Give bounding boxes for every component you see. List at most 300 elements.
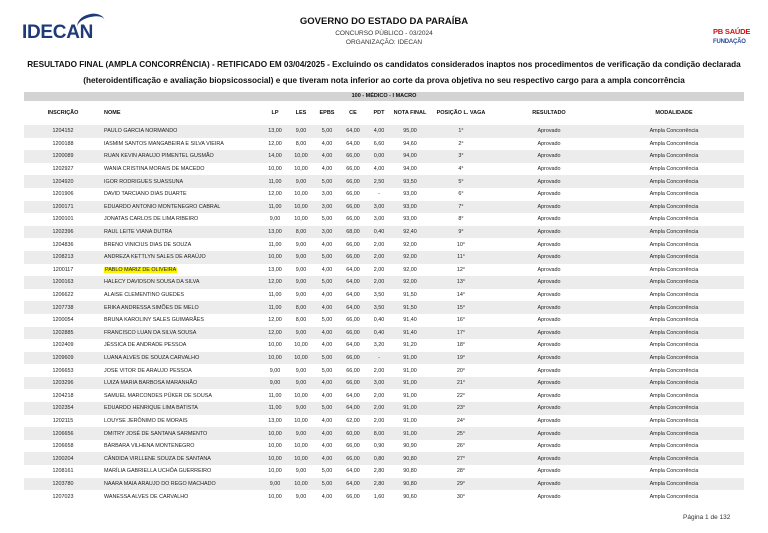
cell-les: 10,00 bbox=[294, 191, 308, 198]
cell-modalidade: Ampla Concorrência bbox=[649, 317, 699, 324]
cell-lp: 11,00 bbox=[262, 301, 288, 314]
cell-nota: 91,00 bbox=[403, 417, 417, 424]
cell-pdt: 3,00 bbox=[373, 216, 385, 223]
cell-resultado: Aprovado bbox=[537, 191, 561, 198]
cell-ce: 66,00 bbox=[340, 175, 366, 188]
cell-nome: BRENO VINICIUS DIAS DE SOUZA bbox=[104, 241, 192, 248]
cell-ce: 66,00 bbox=[346, 241, 360, 248]
cell-resultado: Aprovado bbox=[537, 216, 561, 223]
cell-lp: 10,00 bbox=[262, 452, 288, 465]
cell-nome: RAUL LEITE VIANA DUTRA bbox=[102, 226, 262, 239]
cell-ce: 64,00 bbox=[346, 392, 360, 399]
cell-inscricao: 1200163 bbox=[24, 276, 102, 289]
table-row bbox=[24, 175, 744, 188]
cell-lp: 12,00 bbox=[262, 276, 288, 289]
cell-les: 9,00 bbox=[288, 276, 314, 289]
table-row bbox=[24, 314, 744, 327]
cell-nota: 93,00 bbox=[392, 201, 428, 214]
cell-resultado: Aprovado bbox=[494, 125, 604, 138]
table-row bbox=[24, 163, 744, 176]
cell-nome: NAARA MAIA ARAUJO DO REGO MACHADO bbox=[102, 478, 262, 491]
cell-pos: 15° bbox=[428, 301, 494, 314]
cell-resultado: Aprovado bbox=[494, 276, 604, 289]
table-row bbox=[24, 490, 744, 503]
col-pdt: PDT bbox=[373, 109, 385, 116]
cell-lp: 11,00 bbox=[262, 175, 288, 188]
cell-nome: BRUNA KAROLINY SALES GUIMARÃES bbox=[104, 317, 204, 324]
table-row bbox=[24, 289, 744, 302]
cell-pos: 16° bbox=[456, 317, 466, 324]
col-les: LES bbox=[295, 109, 307, 116]
cell-pos: 9° bbox=[428, 226, 494, 239]
cell-les: 8,00 bbox=[295, 317, 307, 324]
cell-modalidade: Ampla Concorrência bbox=[649, 342, 699, 349]
cell-epbs: 5,00 bbox=[314, 251, 340, 264]
cell-resultado: Aprovado bbox=[537, 443, 561, 450]
col-modalidade: MODALIDADE bbox=[655, 109, 693, 116]
cell-resultado: Aprovado bbox=[494, 377, 604, 390]
cell-ce: 66,00 bbox=[346, 493, 360, 500]
cell-ce: 66,00 bbox=[346, 367, 360, 374]
cell-resultado: Aprovado bbox=[537, 266, 561, 273]
cell-modalidade: Ampla Concorrência bbox=[649, 367, 699, 374]
cell-nome: FRANCISCO LUAN DA SILVA SOUSA bbox=[102, 327, 262, 340]
cell-resultado: Aprovado bbox=[537, 140, 561, 147]
table-row bbox=[24, 452, 744, 465]
cell-modalidade: Ampla Concorrência bbox=[604, 150, 744, 163]
cell-epbs: 5,00 bbox=[314, 352, 340, 365]
cell-modalidade: Ampla Concorrência bbox=[604, 452, 744, 465]
cell-resultado: Aprovado bbox=[494, 452, 604, 465]
table-row bbox=[24, 478, 744, 491]
cell-nota: 91,00 bbox=[392, 427, 428, 440]
table-row bbox=[24, 352, 744, 365]
cell-nome: EDUARDO HENRIQUE LIMA BATISTA bbox=[102, 402, 262, 415]
logo-text: IDECAN bbox=[22, 22, 94, 43]
cell-epbs: 5,00 bbox=[321, 317, 333, 324]
cell-pdt: 2,00 bbox=[373, 367, 385, 374]
cell-inscricao: 1206653 bbox=[52, 367, 74, 374]
cell-lp: 10,00 bbox=[268, 443, 282, 450]
cell-epbs: 5,00 bbox=[321, 468, 333, 475]
cell-pdt: 3,00 bbox=[366, 201, 392, 214]
table-row bbox=[24, 188, 744, 201]
cell-modalidade: Ampla Concorrência bbox=[604, 327, 744, 340]
cell-nota: 95,00 bbox=[392, 125, 428, 138]
cell-pos: 20° bbox=[456, 367, 466, 374]
contest-subtitle: CONCURSO PÚBLICO - 03/2024 bbox=[335, 30, 433, 37]
cell-modalidade: Ampla Concorrência bbox=[604, 478, 744, 491]
cell-nota: 90,80 bbox=[392, 452, 428, 465]
cell-pdt: 3,50 bbox=[366, 301, 392, 314]
cell-pdt: 0,40 bbox=[373, 317, 385, 324]
cell-resultado: Aprovado bbox=[537, 317, 561, 324]
table-row bbox=[24, 364, 744, 377]
cell-modalidade: Ampla Concorrência bbox=[604, 175, 744, 188]
cell-ce: 66,00 bbox=[340, 377, 366, 390]
cell-pos: 30° bbox=[456, 493, 466, 500]
cell-pdt: 2,00 bbox=[373, 241, 385, 248]
cell-nota: 92,00 bbox=[392, 276, 428, 289]
cell-lp: 9,00 bbox=[262, 478, 288, 491]
cell-pdt: 2,80 bbox=[366, 478, 392, 491]
cell-lp: 10,00 bbox=[262, 251, 288, 264]
cell-modalidade: Ampla Concorrência bbox=[604, 276, 744, 289]
cell-nota: 93,00 bbox=[403, 191, 417, 198]
cell-pdt: 4,00 bbox=[366, 125, 392, 138]
cell-epbs: 5,00 bbox=[314, 276, 340, 289]
cell-resultado: Aprovado bbox=[494, 402, 604, 415]
cell-epbs: 4,00 bbox=[321, 417, 333, 424]
cell-ce: 66,00 bbox=[346, 191, 360, 198]
cell-resultado: Aprovado bbox=[494, 150, 604, 163]
cell-nome: JONATAS CARLOS DE LIMA RIBEIRO bbox=[104, 216, 199, 223]
cell-resultado: Aprovado bbox=[494, 175, 604, 188]
cell-lp: 12,00 bbox=[268, 140, 282, 147]
cell-modalidade: Ampla Concorrência bbox=[649, 216, 699, 223]
cell-les: 9,00 bbox=[295, 493, 307, 500]
cell-pdt: 1,60 bbox=[373, 493, 385, 500]
cell-modalidade: Ampla Concorrência bbox=[604, 301, 744, 314]
cell-epbs: 4,00 bbox=[314, 377, 340, 390]
table-row bbox=[24, 150, 744, 163]
table-header-row bbox=[24, 101, 744, 125]
cell-lp: 10,00 bbox=[262, 352, 288, 365]
cell-epbs: 4,00 bbox=[321, 166, 333, 173]
cell-pos: 18° bbox=[456, 342, 466, 349]
cell-inscricao: 1200117 bbox=[52, 266, 74, 273]
table-row bbox=[24, 440, 744, 453]
cell-inscricao: 1200188 bbox=[52, 140, 74, 147]
cell-pdt: 2,00 bbox=[373, 417, 385, 424]
cell-inscricao: 1208161 bbox=[52, 468, 74, 475]
cell-ce: 66,00 bbox=[340, 150, 366, 163]
cell-les: 9,00 bbox=[295, 367, 307, 374]
cell-pdt: 2,00 bbox=[366, 251, 392, 264]
cell-inscricao: 1206658 bbox=[52, 443, 74, 450]
cell-epbs: 4,00 bbox=[314, 427, 340, 440]
cell-pos: 11° bbox=[428, 251, 494, 264]
cell-les: 10,00 bbox=[288, 201, 314, 214]
cell-ce: 66,00 bbox=[340, 327, 366, 340]
cell-lp: 13,00 bbox=[268, 417, 282, 424]
cell-les: 10,00 bbox=[288, 478, 314, 491]
cell-inscricao: 1203296 bbox=[24, 377, 102, 390]
cell-ce: 64,00 bbox=[346, 468, 360, 475]
col-posicao: POSIÇÃO L. VAGA bbox=[436, 109, 486, 116]
cell-modalidade: Ampla Concorrência bbox=[649, 140, 699, 147]
cell-les: 9,00 bbox=[295, 468, 307, 475]
cell-epbs: 3,00 bbox=[314, 226, 340, 239]
cell-pos: 5° bbox=[428, 175, 494, 188]
cell-ce: 64,00 bbox=[340, 402, 366, 415]
cell-pdt: 6,60 bbox=[373, 140, 385, 147]
cell-modalidade: Ampla Concorrência bbox=[604, 251, 744, 264]
cell-les: 10,00 bbox=[288, 352, 314, 365]
cell-resultado: Aprovado bbox=[537, 367, 561, 374]
table-row bbox=[24, 427, 744, 440]
cell-inscricao: 1204920 bbox=[24, 175, 102, 188]
position-band: 100 - MÉDICO - I MACRO bbox=[24, 92, 744, 101]
cell-les: 9,00 bbox=[288, 402, 314, 415]
cell-inscricao: 1200054 bbox=[52, 317, 74, 324]
cell-resultado: Aprovado bbox=[494, 427, 604, 440]
cell-les: 9,00 bbox=[288, 251, 314, 264]
cell-epbs: 4,00 bbox=[314, 301, 340, 314]
cell-inscricao: 1204836 bbox=[52, 241, 74, 248]
col-nome: NOME bbox=[104, 109, 121, 116]
cell-lp: 11,00 bbox=[262, 201, 288, 214]
cell-les: 10,00 bbox=[294, 216, 308, 223]
cell-nome: WANIA CRISTINA MORAIS DE MACEDO bbox=[104, 166, 205, 173]
cell-epbs: 5,00 bbox=[321, 367, 333, 374]
cell-nome bbox=[102, 264, 262, 277]
cell-nota: 90,80 bbox=[403, 468, 417, 475]
pb-saude-logo bbox=[713, 27, 750, 45]
cell-inscricao: 1202885 bbox=[24, 327, 102, 340]
cell-lp: 10,00 bbox=[262, 427, 288, 440]
cell-nota: 91,40 bbox=[403, 317, 417, 324]
cell-les: 9,00 bbox=[288, 427, 314, 440]
cell-epbs: 4,00 bbox=[321, 342, 333, 349]
cell-epbs: 4,00 bbox=[314, 327, 340, 340]
col-nota-final: NOTA FINAL bbox=[393, 109, 427, 116]
cell-epbs: 5,00 bbox=[314, 478, 340, 491]
cell-lp: 10,00 bbox=[268, 166, 282, 173]
cell-pos: 4° bbox=[458, 166, 464, 173]
cell-pdt: 3,50 bbox=[373, 292, 385, 299]
cell-inscricao: 1202354 bbox=[24, 402, 102, 415]
cell-nome: PAULO GARCIA NORMANDO bbox=[102, 125, 262, 138]
cell-inscricao: 1200089 bbox=[24, 150, 102, 163]
cell-pos: 7° bbox=[428, 201, 494, 214]
cell-pos: 13° bbox=[428, 276, 494, 289]
cell-inscricao: 1209609 bbox=[24, 352, 102, 365]
cell-pos: 22° bbox=[456, 392, 466, 399]
cell-epbs: 5,00 bbox=[314, 402, 340, 415]
cell-pdt: 2,50 bbox=[366, 175, 392, 188]
cell-pdt: - bbox=[378, 191, 380, 198]
cell-pdt: 8,00 bbox=[366, 427, 392, 440]
cell-pos: 10° bbox=[456, 241, 466, 248]
cell-les: 10,00 bbox=[294, 392, 308, 399]
cell-nota: 93,50 bbox=[392, 175, 428, 188]
cell-lp: 9,00 bbox=[269, 367, 281, 374]
cell-pos: 14° bbox=[456, 292, 466, 299]
cell-resultado: Aprovado bbox=[494, 301, 604, 314]
cell-resultado: Aprovado bbox=[537, 417, 561, 424]
cell-nota: 92,00 bbox=[403, 266, 417, 273]
cell-nota: 93,00 bbox=[403, 216, 417, 223]
cell-nome: RUAN KEVIN ARAUJO PIMENTEL GUSMÃO bbox=[102, 150, 262, 163]
cell-nota: 90,80 bbox=[392, 478, 428, 491]
cell-nome: BÁRBARA VILHENA MONTENEGRO bbox=[104, 443, 195, 450]
cell-modalidade: Ampla Concorrência bbox=[604, 352, 744, 365]
cell-pos: 19° bbox=[428, 352, 494, 365]
cell-lp: 10,00 bbox=[268, 468, 282, 475]
results-table bbox=[24, 101, 744, 503]
cell-nota: 91,50 bbox=[392, 301, 428, 314]
table-row bbox=[24, 138, 744, 151]
results-table-container bbox=[24, 92, 744, 503]
table-row bbox=[24, 238, 744, 251]
cell-modalidade: Ampla Concorrência bbox=[649, 166, 699, 173]
cell-nome: SAMUEL MARCONDES PÜKER DE SOUSA bbox=[104, 392, 212, 399]
cell-modalidade: Ampla Concorrência bbox=[649, 468, 699, 475]
cell-pos: 17° bbox=[428, 327, 494, 340]
cell-lp: 10,00 bbox=[268, 342, 282, 349]
cell-nome: ANDREZA KETTLYN SALES DE ARAÚJO bbox=[102, 251, 262, 264]
cell-nota: 91,00 bbox=[403, 392, 417, 399]
cell-ce: 64,00 bbox=[340, 478, 366, 491]
result-title-line2: (heteroidentificação e avaliação biopsicossocial) e que tiveram nota inferior ao corte da prova objetiva no seu respectivo cargo para a ampla concorrência bbox=[83, 76, 685, 85]
cell-nota: 91,00 bbox=[392, 402, 428, 415]
cell-nome: IASMIM SANTOS MANGABEIRA E SILVA VIEIRA bbox=[104, 140, 224, 147]
cell-nome: DAVID TARCIANO DIAS DUARTE bbox=[104, 191, 187, 198]
cell-pos: 28° bbox=[456, 468, 466, 475]
cell-pos: 2° bbox=[458, 140, 464, 147]
table-row bbox=[24, 465, 744, 478]
cell-inscricao: 1204152 bbox=[24, 125, 102, 138]
cell-resultado: Aprovado bbox=[494, 352, 604, 365]
cell-nome: LOUYSE JERÔNIMO DE MORAIS bbox=[104, 417, 188, 424]
cell-nota: 91,40 bbox=[392, 327, 428, 340]
cell-pdt: 0,40 bbox=[366, 327, 392, 340]
cell-les: 8,00 bbox=[295, 140, 307, 147]
cell-inscricao: 1207738 bbox=[24, 301, 102, 314]
cell-pdt: 0,00 bbox=[366, 150, 392, 163]
cell-lp: 10,00 bbox=[268, 493, 282, 500]
cell-lp: 11,00 bbox=[268, 241, 282, 248]
cell-les: 10,00 bbox=[294, 342, 308, 349]
cell-ce: 66,00 bbox=[340, 452, 366, 465]
cell-lp: 11,00 bbox=[268, 392, 282, 399]
cell-nota: 91,00 bbox=[403, 367, 417, 374]
cell-les: 9,00 bbox=[295, 241, 307, 248]
table-row bbox=[24, 402, 744, 415]
cell-pdt: 2,00 bbox=[366, 402, 392, 415]
table-row bbox=[24, 213, 744, 226]
cell-ce: 64,00 bbox=[346, 266, 360, 273]
cell-ce: 60,00 bbox=[340, 427, 366, 440]
cell-epbs: 5,00 bbox=[314, 125, 340, 138]
cell-les: 9,00 bbox=[288, 125, 314, 138]
cell-pdt: 3,00 bbox=[366, 377, 392, 390]
cell-epbs: 4,00 bbox=[314, 150, 340, 163]
cell-ce: 68,00 bbox=[340, 226, 366, 239]
cell-nota: 91,50 bbox=[403, 292, 417, 299]
cell-nota: 91,20 bbox=[403, 342, 417, 349]
cell-epbs: 5,00 bbox=[321, 216, 333, 223]
cell-les: 9,00 bbox=[295, 292, 307, 299]
cell-nota: 92,00 bbox=[403, 241, 417, 248]
cell-nome: ERIKA ANDRESSA SIMÕES DE MELO bbox=[102, 301, 262, 314]
cell-nome: JÉSSICA DE ANDRADE PESSOA bbox=[104, 342, 187, 349]
government-title: GOVERNO DO ESTADO DA PARAÍBA bbox=[299, 16, 469, 27]
cell-modalidade: Ampla Concorrência bbox=[649, 392, 699, 399]
cell-ce: 64,00 bbox=[340, 125, 366, 138]
cell-epbs: 3,00 bbox=[314, 201, 340, 214]
cell-modalidade: Ampla Concorrência bbox=[649, 191, 699, 198]
cell-pos: 23° bbox=[428, 402, 494, 415]
cell-ce: 64,00 bbox=[340, 301, 366, 314]
col-resultado: RESULTADO bbox=[532, 109, 566, 116]
cell-les: 10,00 bbox=[294, 166, 308, 173]
page-number: Página 1 de 132 bbox=[683, 514, 731, 521]
cell-pos: 8° bbox=[458, 216, 464, 223]
cell-inscricao: 1206622 bbox=[52, 292, 74, 299]
table-row bbox=[24, 301, 744, 314]
cell-lp: 14,00 bbox=[262, 150, 288, 163]
cell-les: 9,00 bbox=[288, 377, 314, 390]
cell-ce: 64,00 bbox=[346, 292, 360, 299]
result-title bbox=[0, 57, 768, 89]
cell-nome: JOSE VITOR DE ARAUJO PESSOA bbox=[104, 367, 192, 374]
cell-resultado: Aprovado bbox=[537, 392, 561, 399]
cell-resultado: Aprovado bbox=[537, 241, 561, 248]
cell-nota: 92,00 bbox=[392, 251, 428, 264]
cell-nota: 90,90 bbox=[403, 443, 417, 450]
cell-epbs: 5,00 bbox=[314, 175, 340, 188]
cell-resultado: Aprovado bbox=[494, 327, 604, 340]
cell-modalidade: Ampla Concorrência bbox=[604, 402, 744, 415]
cell-modalidade: Ampla Concorrência bbox=[649, 266, 699, 273]
cell-epbs: 4,00 bbox=[321, 140, 333, 147]
cell-pos: 29° bbox=[428, 478, 494, 491]
cell-nome: MARÍLIA GABRIELLA UCHÔA GUERREIRO bbox=[104, 468, 212, 475]
cell-les: 10,00 bbox=[294, 417, 308, 424]
cell-resultado: Aprovado bbox=[494, 226, 604, 239]
cell-modalidade: Ampla Concorrência bbox=[604, 427, 744, 440]
document-header bbox=[0, 0, 768, 50]
cell-ce: 64,00 bbox=[340, 276, 366, 289]
cell-epbs: 4,00 bbox=[321, 493, 333, 500]
cell-resultado: Aprovado bbox=[537, 342, 561, 349]
cell-epbs: 3,00 bbox=[321, 191, 333, 198]
cell-pos: 26° bbox=[456, 443, 466, 450]
cell-les: 8,00 bbox=[288, 226, 314, 239]
cell-les: 10,00 bbox=[288, 150, 314, 163]
cell-nota: 91,00 bbox=[392, 377, 428, 390]
cell-resultado: Aprovado bbox=[494, 201, 604, 214]
cell-nome: EDUARDO ANTONIO MONTENEGRO CABRAL bbox=[102, 201, 262, 214]
cell-lp: 9,00 bbox=[262, 377, 288, 390]
cell-resultado: Aprovado bbox=[537, 166, 561, 173]
cell-pdt: 4,00 bbox=[373, 166, 385, 173]
cell-inscricao: 1202115 bbox=[52, 417, 74, 424]
table-row bbox=[24, 125, 744, 138]
table-row bbox=[24, 327, 744, 340]
cell-modalidade: Ampla Concorrência bbox=[649, 417, 699, 424]
cell-pos: 6° bbox=[458, 191, 464, 198]
cell-ce: 64,00 bbox=[346, 342, 360, 349]
col-inscricao: INSCRIÇÃO bbox=[47, 109, 79, 116]
cell-nome: ALAISE CLEMENTINO GUEDES bbox=[104, 292, 184, 299]
cell-nota: 91,00 bbox=[392, 352, 428, 365]
table-row bbox=[24, 339, 744, 352]
cell-inscricao: 1202396 bbox=[24, 226, 102, 239]
cell-inscricao: 1207023 bbox=[52, 493, 74, 500]
cell-epbs: 4,00 bbox=[321, 292, 333, 299]
pb-saude-logo-sub: FUNDAÇÃO bbox=[713, 39, 746, 45]
cell-pdt: 2,00 bbox=[373, 392, 385, 399]
cell-ce: 64,00 bbox=[346, 140, 360, 147]
table-row bbox=[24, 264, 744, 277]
table-row bbox=[24, 415, 744, 428]
cell-inscricao: 1203780 bbox=[24, 478, 102, 491]
cell-lp: 11,00 bbox=[268, 292, 282, 299]
cell-modalidade: Ampla Concorrência bbox=[604, 226, 744, 239]
